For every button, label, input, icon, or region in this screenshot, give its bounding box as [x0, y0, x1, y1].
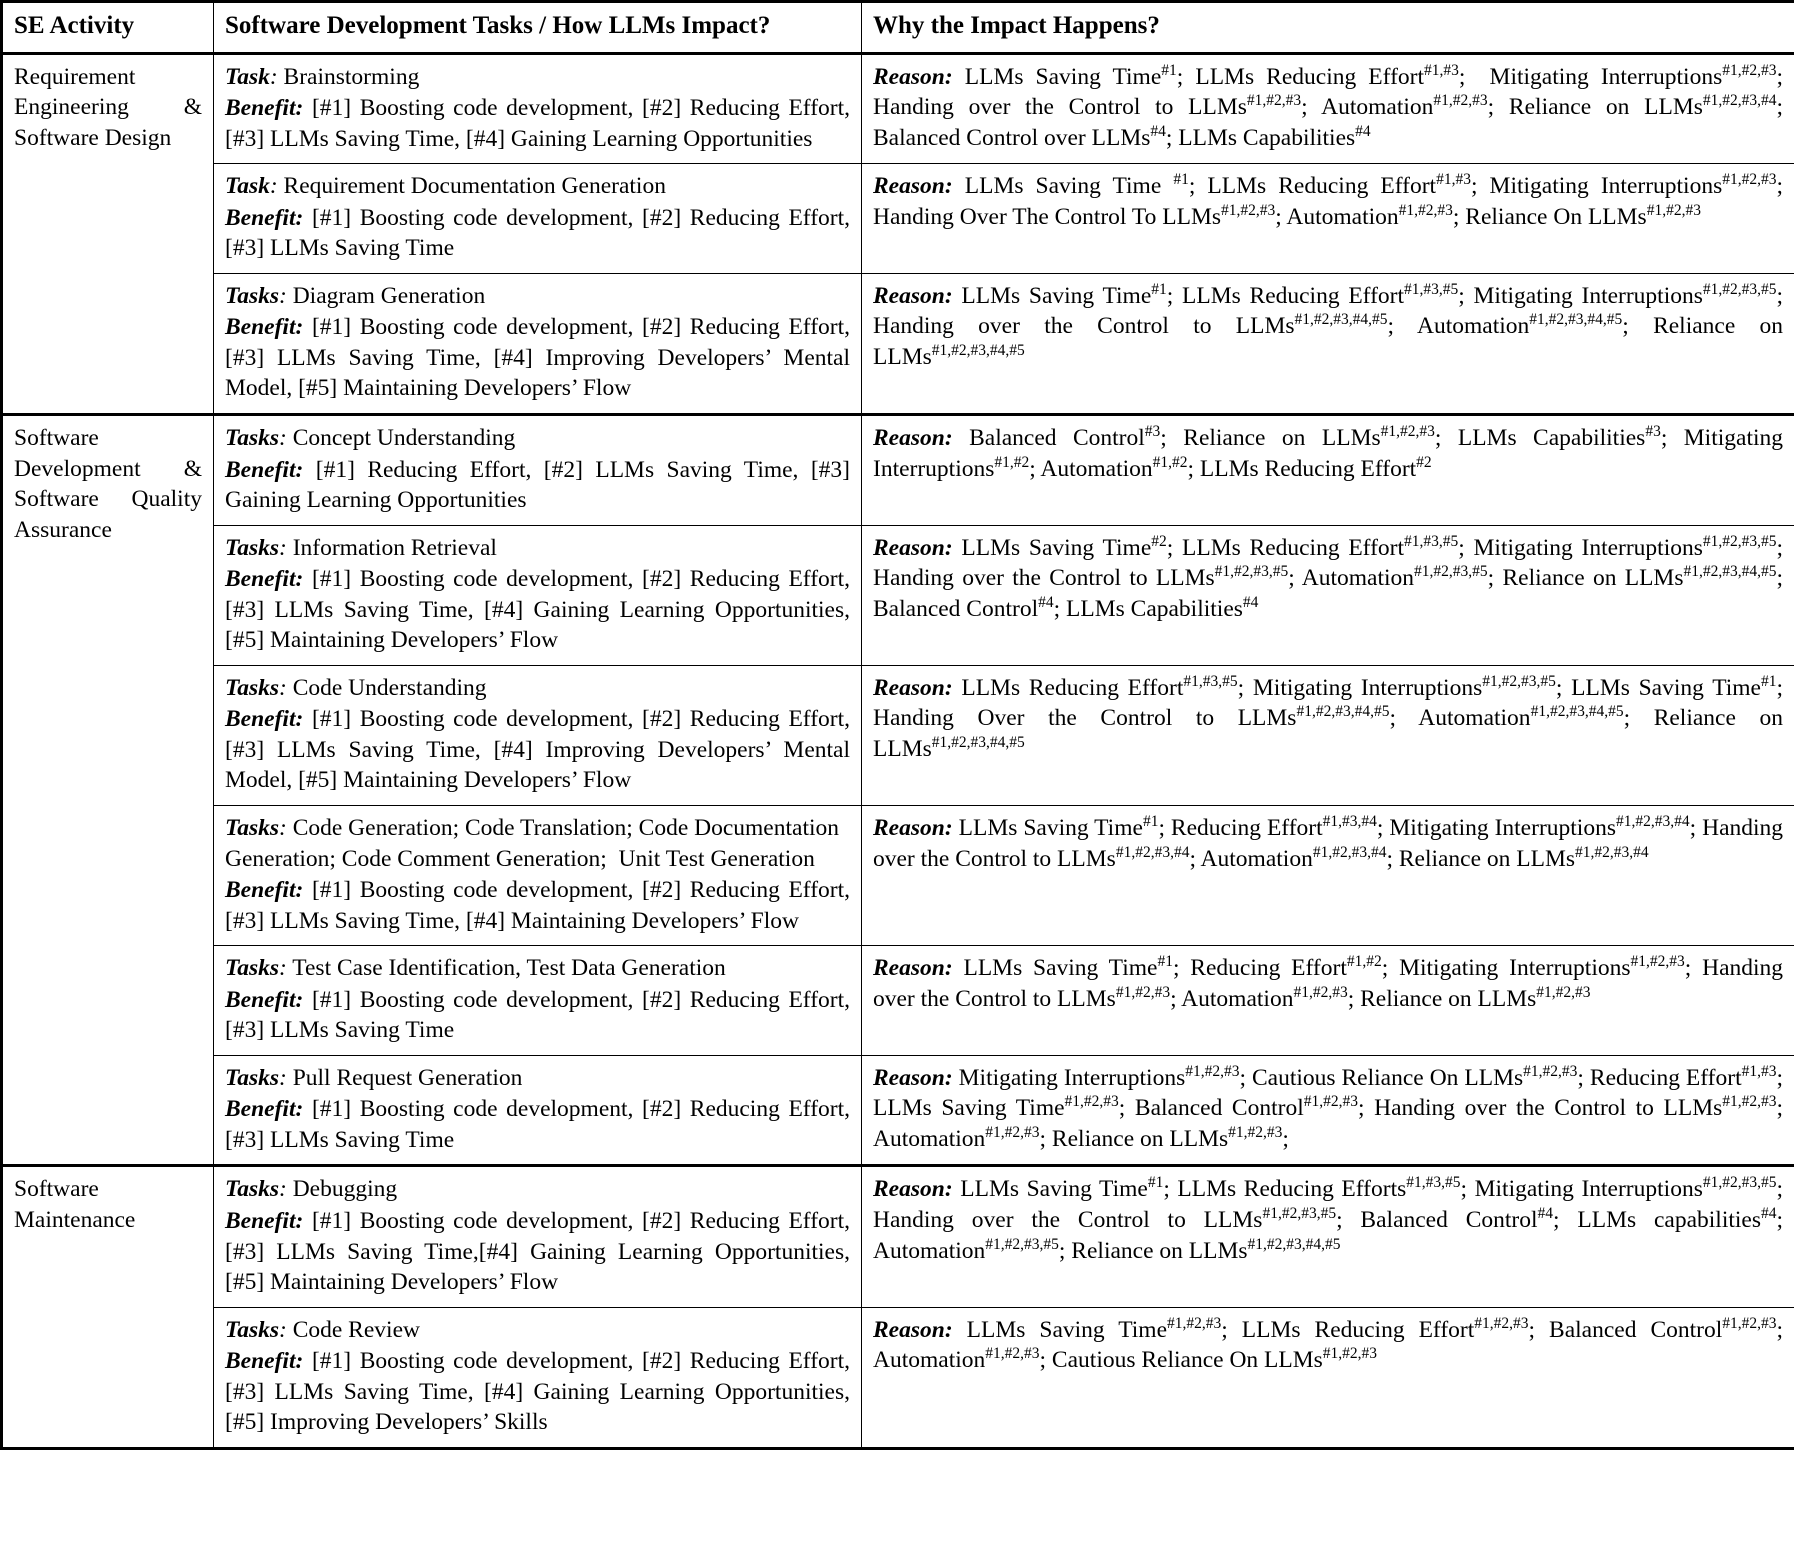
- reason-line: [873, 171, 1783, 232]
- task-label: Tasks:: [225, 955, 287, 982]
- task-text: Information Retrieval: [292, 534, 497, 561]
- table-row: [2, 946, 1794, 1056]
- reason-label: Reason:: [873, 1064, 953, 1091]
- benefit-line: [225, 1094, 850, 1155]
- task-text: Debugging: [292, 1176, 398, 1203]
- tasks-and-benefits-cell: [214, 805, 862, 945]
- benefit-label: Benefit:: [225, 204, 304, 231]
- task-line: [225, 1315, 850, 1346]
- reason-text: LLMs Saving Time$^{\#2}$; LLMs Reducing Effort$^{\#1,\#3,\#5}$; Mitigating Interruptions$^{\#1,\#2,\#3,\#5}$; Handing over the Control to LLMs$^{\#1,\#2,\#3,\#5}$; Automation$^{\#1,\#2,\#3,\#5}$; Reliance on LLMs$^{\#1,\#2,\#3,\#4,\#5}$; Balanced Control$^{\#4}$; LLMs Capabilities$^{\#4}$: [873, 532, 1784, 622]
- reason-cell: [862, 414, 1794, 525]
- task-line: [225, 673, 850, 704]
- task-label: Tasks:: [225, 424, 287, 451]
- benefit-label: Benefit:: [225, 95, 304, 122]
- benefit-line: [225, 564, 850, 656]
- benefit-line: [225, 312, 850, 404]
- header-tasks: Software Development Tasks / How LLMs Impact?: [214, 2, 862, 54]
- benefit-line: [225, 93, 850, 154]
- task-label: Task:: [225, 173, 278, 200]
- reason-label: Reason:: [873, 1176, 953, 1203]
- benefit-text: [#1] Boosting code development, [#2] Reducing Effort, [#3] LLMs Saving Time: [225, 986, 851, 1044]
- reason-text: Mitigating Interruptions$^{\#1,\#2,\#3}$; Cautious Reliance On LLMs$^{\#1,\#2,\#3}$; Reducing Effort$^{\#1,\#3}$; LLMs Saving Time$^{\#1,\#2,\#3}$; Balanced Control$^{\#1,\#2,\#3}$; Handing over the Control to LLMs$^{\#1,\#2,\#3}$; Automation$^{\#1,\#2,\#3}$; Reliance on LLMs$^{\#1,\#2,\#3}$;: [873, 1062, 1784, 1152]
- reason-line: [873, 953, 1783, 1014]
- tasks-and-benefits-cell: [214, 1307, 862, 1448]
- header-se-activity: SE Activity: [2, 2, 214, 54]
- benefit-text: [#1] Boosting code development, [#2] Reducing Effort, [#3] LLMs Saving Time, [#4] Gaining Learning Opportunities, [#5] Maintaining Developers’ Flow: [225, 566, 851, 654]
- reason-cell: [862, 1166, 1794, 1307]
- reason-cell: [862, 53, 1794, 164]
- benefit-line: [225, 203, 850, 264]
- benefit-label: Benefit:: [225, 986, 304, 1013]
- table-body: [2, 53, 1794, 1448]
- reason-cell: [862, 1307, 1794, 1448]
- tasks-and-benefits-cell: [214, 164, 862, 274]
- task-text: Test Case Identification, Test Data Generation: [292, 955, 726, 982]
- task-label: Task:: [225, 63, 278, 90]
- reason-line: [873, 1063, 1783, 1155]
- task-line: [225, 281, 850, 312]
- table-row: [2, 805, 1794, 945]
- task-line: [225, 171, 850, 202]
- reason-cell: [862, 164, 1794, 274]
- benefit-label: Benefit:: [225, 706, 304, 733]
- task-line: [225, 1063, 850, 1094]
- task-text: Code Review: [292, 1316, 420, 1343]
- table-row: [2, 1307, 1794, 1448]
- se-activity-label: Software Development & Software Quality Assurance: [2, 414, 214, 1165]
- table-row: [2, 53, 1794, 164]
- table-row: [2, 1055, 1794, 1166]
- task-text: Concept Understanding: [292, 424, 516, 451]
- reason-label: Reason:: [873, 1316, 953, 1343]
- benefit-label: Benefit:: [225, 1096, 304, 1123]
- tasks-and-benefits-cell: [214, 273, 862, 414]
- task-line: [225, 813, 850, 874]
- tasks-and-benefits-cell: [214, 946, 862, 1056]
- task-label: Tasks:: [225, 674, 287, 701]
- task-line: [225, 533, 850, 564]
- task-text: Code Generation; Code Translation; Code Documentation Generation; Code Comment Generation; Unit Test Generation: [225, 814, 839, 872]
- table-row: [2, 665, 1794, 805]
- reason-line: [873, 1315, 1783, 1376]
- task-label: Tasks:: [225, 1064, 287, 1091]
- reason-text: LLMs Saving Time$^{\#1}$; Reducing Effort$^{\#1,\#3,\#4}$; Mitigating Interruptions$^{\#1,\#2,\#3,\#4}$; Handing over the Control to LLMs$^{\#1,\#2,\#3,\#4}$; Automation$^{\#1,\#2,\#3,\#4}$; Reliance on LLMs$^{\#1,\#2,\#3,\#4}$: [873, 813, 1784, 872]
- reason-label: Reason:: [873, 674, 953, 701]
- table-row: [2, 414, 1794, 525]
- reason-text: LLMs Saving Time$^{\#1}$; LLMs Reducing Effort$^{\#1,\#3,\#5}$; Mitigating Interruptions$^{\#1,\#2,\#3,\#5}$; Handing over the Control to LLMs$^{\#1,\#2,\#3,\#4,\#5}$; Automation$^{\#1,\#2,\#3,\#4,\#5}$; Reliance on LLMs$^{\#1,\#2,\#3,\#4,\#5}$: [873, 280, 1784, 370]
- task-line: [225, 62, 850, 93]
- tasks-and-benefits-cell: [214, 1055, 862, 1166]
- tasks-and-benefits-cell: [214, 53, 862, 164]
- table-row: [2, 273, 1794, 414]
- reason-line: [873, 533, 1783, 625]
- benefit-line: [225, 985, 850, 1046]
- header-reason: Why the Impact Happens?: [862, 2, 1794, 54]
- table-row: [2, 164, 1794, 274]
- benefit-line: [225, 455, 850, 516]
- benefit-label: Benefit:: [225, 314, 304, 341]
- benefit-line: [225, 704, 850, 796]
- task-text: Code Understanding: [292, 674, 487, 701]
- table-row: [2, 1166, 1794, 1307]
- se-activity-label: Software Maintenance: [2, 1166, 214, 1448]
- benefit-line: [225, 1206, 850, 1298]
- benefit-line: [225, 875, 850, 936]
- benefit-line: [225, 1346, 850, 1438]
- benefit-text: [#1] Boosting code development, [#2] Reducing Effort, [#3] LLMs Saving Time, [#4] Improving Developers’ Mental Model, [#5] Maintaining Developers’ Flow: [225, 706, 851, 794]
- task-line: [225, 953, 850, 984]
- reason-label: Reason:: [873, 424, 953, 451]
- reason-label: Reason:: [873, 63, 953, 90]
- task-text: Requirement Documentation Generation: [283, 173, 666, 200]
- benefit-text: [#1] Reducing Effort, [#2] LLMs Saving Time, [#3] Gaining Learning Opportunities: [225, 456, 851, 514]
- benefit-label: Benefit:: [225, 456, 304, 483]
- table-header: [2, 2, 1794, 54]
- benefit-text: [#1] Boosting code development, [#2] Reducing Effort,[#3] LLMs Saving Time: [225, 204, 851, 262]
- reason-label: Reason:: [873, 282, 953, 309]
- reason-cell: [862, 525, 1794, 665]
- reason-line: [873, 281, 1783, 373]
- task-text: Diagram Generation: [292, 282, 486, 309]
- benefit-text: [#1] Boosting code development, [#2] Reducing Effort, [#3] LLMs Saving Time, [#4] Maintaining Developers’ Flow: [225, 877, 851, 934]
- task-label: Tasks:: [225, 1316, 287, 1343]
- header-row: [2, 2, 1794, 54]
- benefit-text: [#1] Boosting code development, [#2] Reducing Effort, [#3] LLMs Saving Time,[#4] Gaining Learning Opportunities, [#5] Maintaining Developers’ Flow: [225, 1208, 851, 1296]
- reason-text: LLMs Reducing Effort$^{\#1,\#3,\#5}$; Mitigating Interruptions$^{\#1,\#2,\#3,\#5}$; LLMs Saving Time$^{\#1}$; Handing Over the Control to LLMs$^{\#1,\#2,\#3,\#4,\#5}$; Automation$^{\#1,\#2,\#3,\#4,\#5}$; Reliance on LLMs$^{\#1,\#2,\#3,\#4,\#5}$: [873, 672, 1783, 762]
- reason-line: [873, 62, 1783, 154]
- task-line: [225, 1174, 850, 1205]
- reason-label: Reason:: [873, 814, 953, 841]
- reason-cell: [862, 273, 1794, 414]
- task-label: Tasks:: [225, 814, 287, 841]
- reason-label: Reason:: [873, 173, 953, 200]
- reason-line: [873, 813, 1783, 874]
- benefit-label: Benefit:: [225, 1208, 304, 1234]
- reason-line: [873, 673, 1783, 765]
- reason-text: LLMs Saving Time$^{\#1}$; Reducing Effort$^{\#1,\#2}$; Mitigating Interruptions$^{\#1,\#2,\#3}$; Handing over the Control to LLMs$^{\#1,\#2,\#3}$; Automation$^{\#1,\#2,\#3}$; Reliance on LLMs$^{\#1,\#2,\#3}$: [873, 953, 1784, 1012]
- reason-line: [873, 1174, 1783, 1266]
- benefit-text: [#1] Boosting code development, [#2] Reducing Effort, [#3] LLMs Saving Time, [#4] Gaining Learning Opportunities: [225, 95, 851, 152]
- task-label: Tasks:: [225, 534, 287, 561]
- reason-text: LLMs Saving Time$^{\#1}$; LLMs Reducing Efforts$^{\#1,\#3,\#5}$; Mitigating Interruptions$^{\#1,\#2,\#3,\#5}$; Handing over the Control to LLMs$^{\#1,\#2,\#3,\#5}$; Balanced Control$^{\#4}$; LLMs capabilities$^{\#4}$; Automation$^{\#1,\#2,\#3,\#5}$; Reliance on LLMs$^{\#1,\#2,\#3,\#4,\#5}$: [873, 1174, 1784, 1264]
- reason-line: [873, 423, 1783, 484]
- task-label: Tasks:: [225, 282, 287, 309]
- benefit-text: [#1] Boosting code development, [#2] Reducing Effort,[#3] LLMs Saving Time, [#4] Improving Developers’ Mental Model, [#5] Maintaining Developers’ Flow: [225, 314, 851, 402]
- task-label: Tasks:: [225, 1176, 287, 1203]
- reason-cell: [862, 805, 1794, 945]
- reason-cell: [862, 1055, 1794, 1166]
- benefit-label: Benefit:: [225, 566, 304, 593]
- task-text: Pull Request Generation: [292, 1064, 523, 1091]
- reason-text: LLMs Saving Time$^{\#1,\#2,\#3}$; LLMs Reducing Effort$^{\#1,\#2,\#3}$; Balanced Control$^{\#1,\#2,\#3}$; Automation$^{\#1,\#2,\#3}$; Cautious Reliance On LLMs$^{\#1,\#2,\#3}$: [873, 1314, 1784, 1374]
- benefit-text: [#1] Boosting code development, [#2] Reducing Effort, [#3] LLMs Saving Time, [#4] Gaining Learning Opportunities, [#5] Improving Developers’ Skills: [225, 1348, 851, 1436]
- reason-cell: [862, 665, 1794, 805]
- reason-label: Reason:: [873, 955, 953, 982]
- reason-label: Reason:: [873, 534, 953, 561]
- tasks-and-benefits-cell: [214, 1166, 862, 1307]
- se-activity-label: Requirement Engineering & Software Design: [2, 53, 214, 414]
- tasks-and-benefits-cell: [214, 665, 862, 805]
- reason-text: LLMs Saving Time $^{\#1}$; LLMs Reducing Effort$^{\#1,\#3}$; Mitigating Interruptions$^{\#1,\#2,\#3}$; Handing Over The Control To LLMs$^{\#1,\#2,\#3}$; Automation$^{\#1,\#2,\#3}$; Reliance On LLMs$^{\#1,\#2,\#3}$: [873, 171, 1784, 230]
- benefit-label: Benefit:: [225, 877, 304, 904]
- task-line: [225, 423, 850, 454]
- reason-cell: [862, 946, 1794, 1056]
- reason-text: LLMs Saving Time$^{\#1}$; LLMs Reducing Effort$^{\#1,\#3}$; Mitigating Interruptions$^{\#1,\#2,\#3}$; Handing over the Control to LLMs$^{\#1,\#2,\#3}$; Automation$^{\#1,\#2,\#3}$; Reliance on LLMs$^{\#1,\#2,\#3,\#4}$; Balanced Control over LLMs$^{\#4}$; LLMs Capabilities$^{\#4}$: [873, 61, 1784, 151]
- reason-text: Balanced Control$^{\#3}$; Reliance on LLMs$^{\#1,\#2,\#3}$; LLMs Capabilities$^{\#3}$; Mitigating Interruptions$^{\#1,\#2}$; Automation$^{\#1,\#2}$; LLMs Reducing Effort$^{\#2}$: [873, 423, 1784, 482]
- table-row: [2, 525, 1794, 665]
- task-text: Brainstorming: [283, 63, 420, 90]
- benefit-text: [#1] Boosting code development, [#2] Reducing Effort, [#3] LLMs Saving Time: [225, 1096, 851, 1153]
- tasks-and-benefits-cell: [214, 525, 862, 665]
- benefit-label: Benefit:: [225, 1348, 304, 1375]
- tasks-and-benefits-cell: [214, 414, 862, 525]
